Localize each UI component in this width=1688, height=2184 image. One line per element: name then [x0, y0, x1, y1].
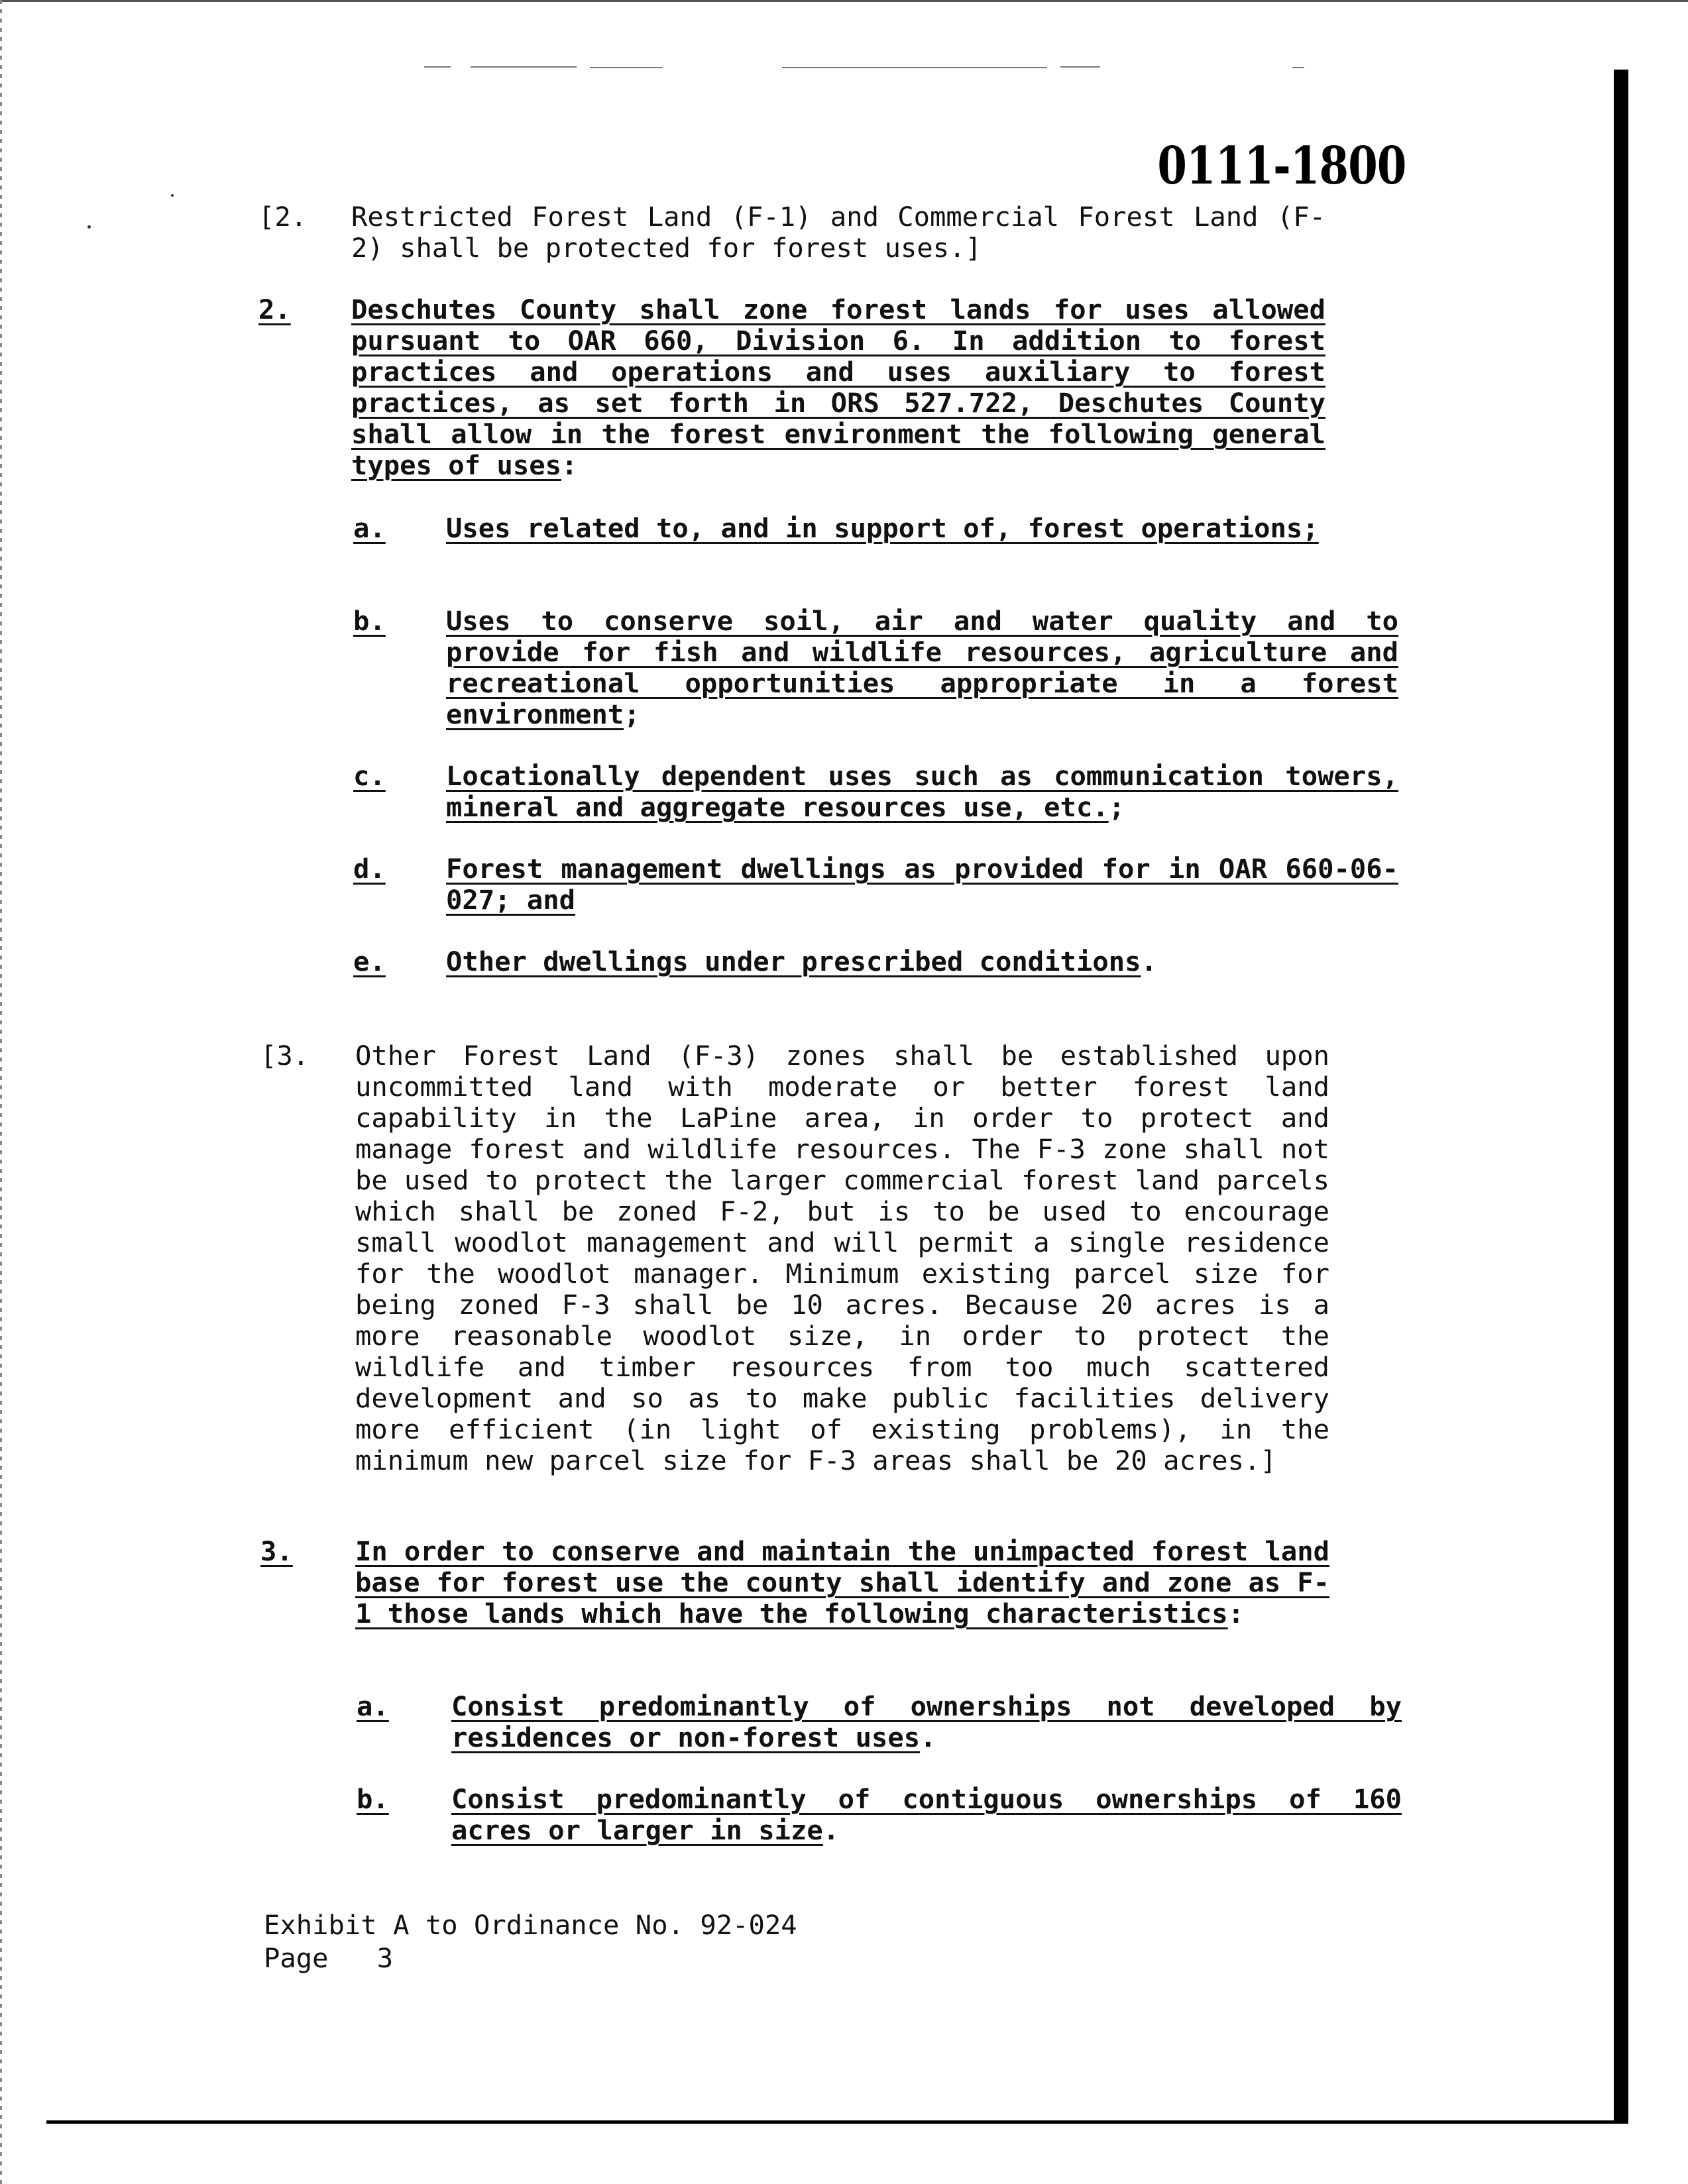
list-item-text-run: Other dwellings under prescribed conditions	[446, 946, 1141, 977]
scan-artifact	[1060, 66, 1100, 68]
list-item-marker: b.	[357, 1783, 389, 1815]
list-item-tail: .	[920, 1721, 936, 1753]
paragraph-text-run: Deschutes County shall zone forest lands for uses allowed pursuant to OAR 660, Division 6. In addition to forest practices and operations and uses auxiliary to forest practices, as set forth in ORS 527.722, Deschutes County shall allow in the forest environment the following general types of uses	[351, 294, 1325, 481]
footer-exhibit: Exhibit A to Ordinance No. 92-024	[264, 1909, 797, 1941]
paragraph-marker: [3.	[260, 1040, 309, 1071]
list-item-tail: ;	[1108, 791, 1125, 823]
list-item-text-run: Consist predominantly of contiguous ownerships of 160 acres or larger in size	[451, 1783, 1402, 1846]
list-item-marker: d.	[353, 853, 386, 885]
list-item-text	[451, 1691, 1402, 1753]
list-item-text	[446, 606, 1398, 730]
list-item-tail: .	[1141, 946, 1157, 977]
scan-artifact	[590, 67, 663, 68]
scan-artifact	[424, 66, 451, 68]
list-item-text	[446, 946, 1398, 977]
list-item-text-run: Uses related to, and in support of, forest operations;	[446, 512, 1319, 544]
paragraph-marker: 2.	[258, 294, 291, 325]
list-item-text	[446, 513, 1398, 544]
scan-edge-left	[0, 0, 2, 2184]
footer-page	[264, 1941, 797, 1975]
list-item-marker: c.	[353, 760, 386, 792]
paragraph-marker: [2.	[258, 201, 308, 233]
list-item-marker: a.	[357, 1690, 389, 1722]
list-item-text	[446, 853, 1398, 916]
paragraph-text	[351, 201, 1325, 264]
footer	[264, 1908, 797, 1975]
list-item-text-run: Consist predominantly of ownerships not developed by residences or non-forest uses	[451, 1690, 1402, 1753]
list-item-marker: e.	[353, 946, 386, 977]
scan-artifact	[1292, 67, 1304, 68]
list-item-text-run: Uses to conserve soil, air and water quality and to provide for fish and wildlife resources, agriculture and recreational opportunities appropriate in a forest environment	[446, 605, 1398, 730]
paragraph-text	[355, 1040, 1329, 1476]
paragraph-text	[355, 1536, 1329, 1629]
scan-border-right	[1614, 70, 1628, 2124]
scan-edge-top	[0, 0, 1688, 2]
list-item-tail: ;	[624, 698, 640, 730]
list-item-text-run: Locationally dependent uses such as communication towers, mineral and aggregate resources use, etc.	[446, 760, 1398, 823]
list-item-tail: .	[822, 1814, 840, 1846]
paragraph-text	[351, 294, 1325, 481]
list-item-text-run: Forest management dwellings as provided for in OAR 660-06-027; and	[446, 853, 1398, 916]
paragraph-tail: :	[561, 449, 578, 481]
list-item-text	[446, 761, 1398, 823]
list-item-marker: b.	[353, 605, 386, 637]
list-item-text	[451, 1784, 1402, 1846]
paragraph-tail: :	[1227, 1598, 1245, 1629]
list-item-marker: a.	[353, 512, 386, 544]
scan-artifact	[471, 66, 577, 68]
document-number: 0111-1800	[1157, 136, 1406, 196]
scan-speck	[171, 194, 174, 197]
paragraph-marker: 3.	[260, 1535, 293, 1567]
scan-border-bottom	[46, 2120, 1628, 2124]
paragraph-text-run: Restricted Forest Land (F-1) and Commercial Forest Land (F-2) shall be protected for forest uses.]	[351, 201, 1325, 264]
paragraph-text-run: In order to conserve and maintain the unimpacted forest land base for forest use the county shall identify and zone as F-1 those lands which have the following characteristics	[355, 1535, 1329, 1629]
footer-page-label: Page	[264, 1942, 329, 1974]
scan-speck	[87, 225, 91, 229]
scan-artifact	[782, 67, 1047, 68]
paragraph-text-run: Other Forest Land (F-3) zones shall be established upon uncommitted land with moderate or better forest land capability in the LaPine area, in order to protect and manage forest and wildlife resources. The F-3 zone shall not be used to protect the larger commercial forest land parcels which shall be zoned F-2, but is to be used to encourage small woodlot management and will permit a single residence for the woodlot manager. Minimum existing parcel size for being zoned F-3 shall be 10 acres. Because 20 acres is a more reasonable woodlot size, in order to protect the wildlife and timber resources from too much scattered development and so as to make public facilities delivery more efficient (in light of existing problems), in the minimum new parcel size for F-3 areas shall be 20 acres.]	[355, 1040, 1329, 1476]
footer-page-number: 3	[376, 1942, 394, 1974]
